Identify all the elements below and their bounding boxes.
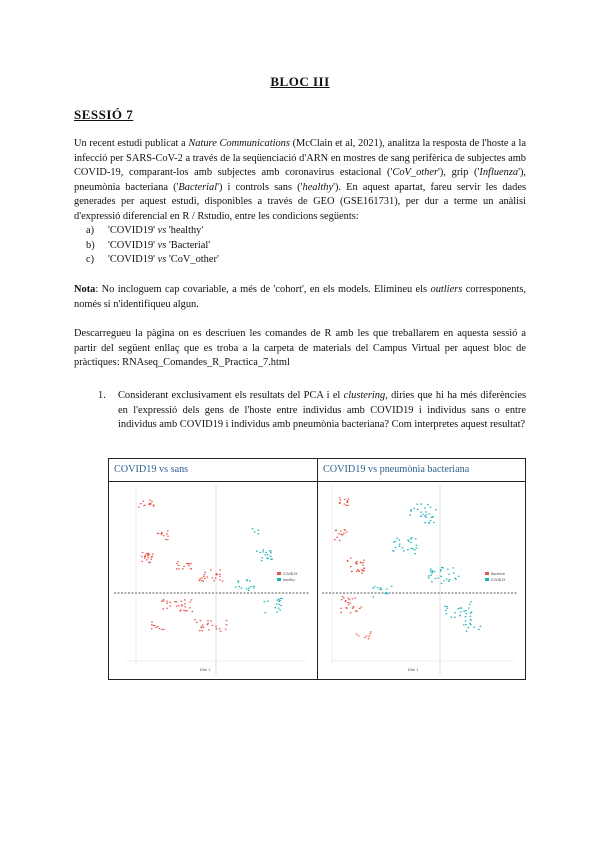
legend-item: Bacterial [491, 572, 506, 576]
x-axis-label: Dim 1 [408, 668, 419, 672]
download-paragraph: Descarregueu la pàgina on es descriuen les comandes de R amb les que treballarem en aquesta sessió a partir del següent enllaç que es troba a la carpeta de materials del Campus Virtual per aquest bloc de pràctiques: RNAseq_Comandes_R_Practica_7.html [74, 328, 526, 369]
conditions-list [86, 224, 219, 268]
x-axis-label: Dim 1 [200, 668, 211, 672]
list-item: a) 'COVID19' vs 'healthy' [86, 225, 204, 236]
legend-item: COVID19 [283, 572, 298, 576]
figure-left-label: COVID19 vs sans [114, 464, 189, 475]
pca-plot-covid-vs-bacterial [322, 485, 518, 675]
list-item: b) 'COVID19' vs 'Bacterial' [86, 239, 211, 251]
intro-paragraph: Un recent estudi publicat a Nature Communications (McClain et al, 2021), analitza la resposta de l'hoste a la infecció per SARS-CoV-2 a través de la seqüenciació d'ARN en mostres de sang perifèrica de subjectes amb COVID-19, comparant-los amb subjectes amb coronavirus estacional ('CoV_other'), grip ('Influenza'), pneumònia bacteriana ('Bacterial') i controls sans ('healthy'). En aquest apartat, fareu servir les dades generades per aquest estudi, disponibles a través de GEO (GSE161731), per dur a terme un anàlisi d'expressió diferencial en R / Rstudio, entre les condicions següents: [74, 138, 527, 222]
list-item: c) 'COVID19' vs 'CoV_other' [86, 254, 219, 266]
note-paragraph: Nota: No incloguem cap covariable, a més de 'cohort', en els models. Elimineu els outliers corresponents, només si n'identifiqueu algun. [74, 284, 526, 310]
question-1: 1. Considerant exclusivament els resultats del PCA i el clustering, diries que hi ha més diferències en l'expressió dels gens de l'hoste entre individus amb COVID19 i individus sans o entre individus amb COVID19 i individus amb pneumònia bacteriana? Com interpretes aquest resultat? [98, 390, 526, 431]
pca-plot-covid-vs-healthy [114, 485, 310, 675]
figure-right-label: COVID19 vs pneumònia bacteriana [323, 464, 470, 475]
page-title: BLOC III [270, 74, 330, 89]
legend-item: COVID19 [491, 578, 506, 582]
legend [277, 572, 297, 582]
figure-table [108, 458, 526, 680]
section-title: SESSIÓ 7 [74, 107, 134, 122]
legend [485, 572, 505, 582]
legend-item: healthy [283, 578, 295, 582]
